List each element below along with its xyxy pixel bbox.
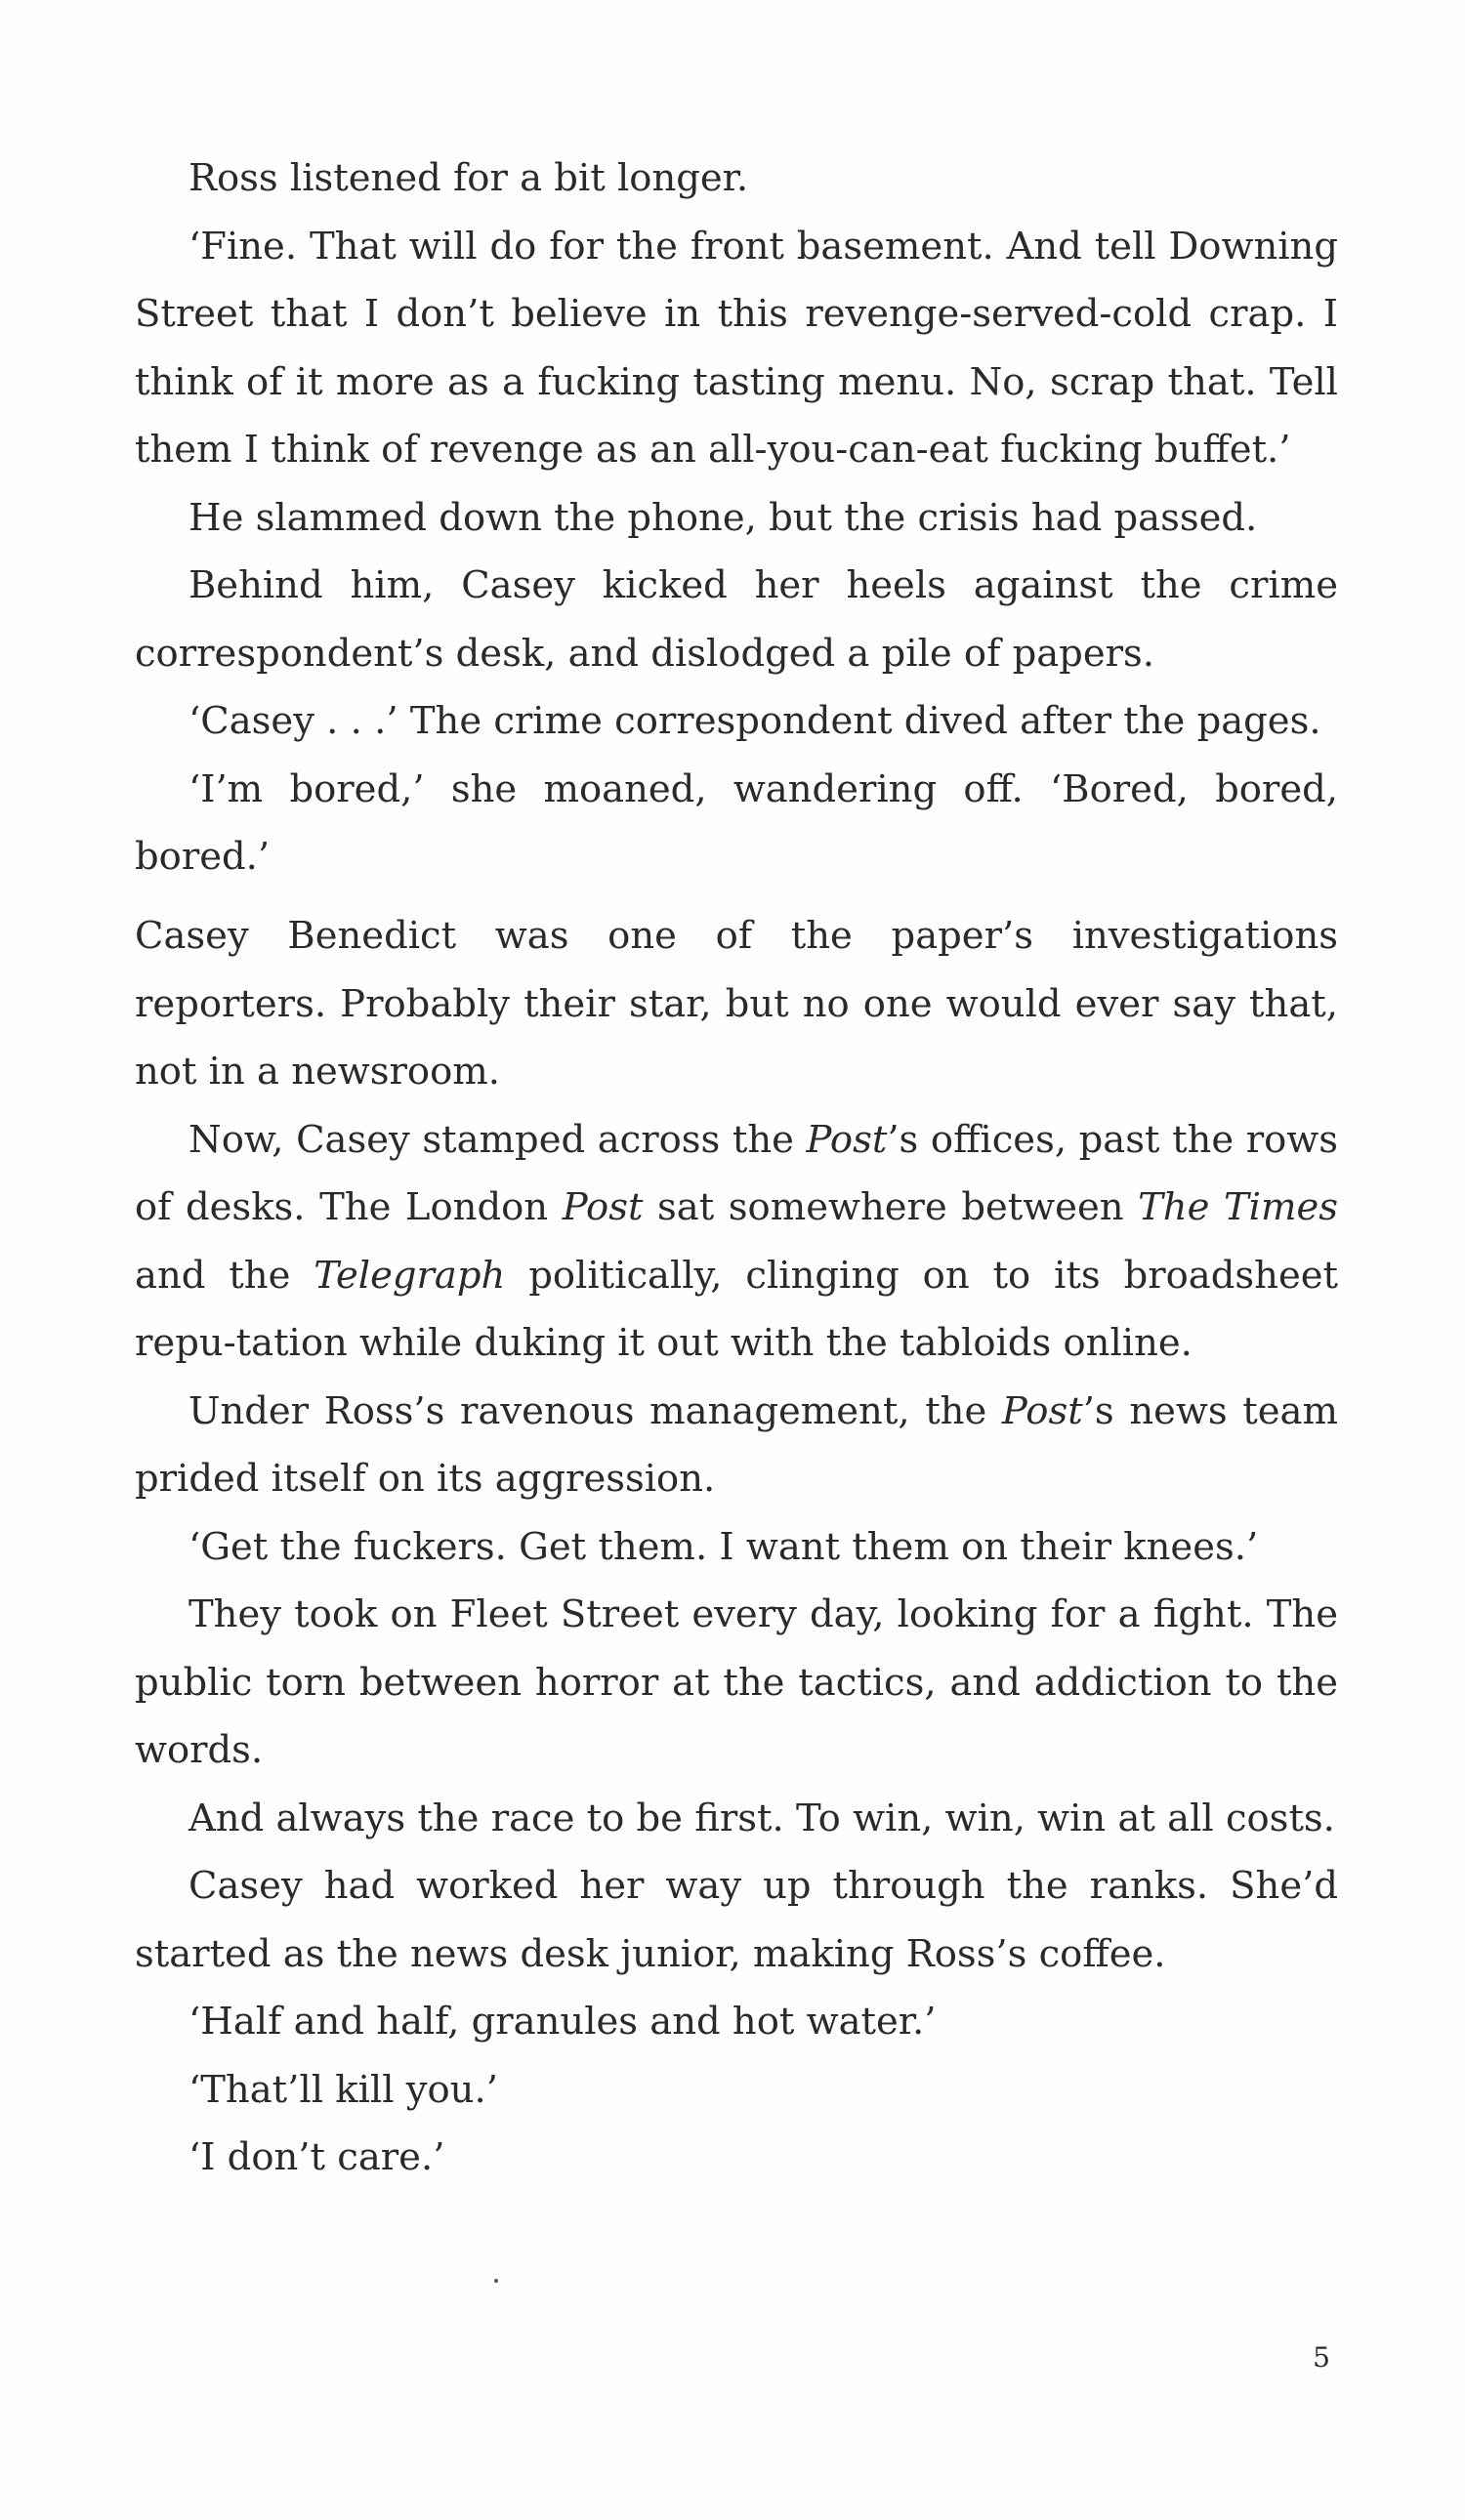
text-section-two	[135, 902, 1338, 2192]
text-run: Under Ross’s ravenous management, the	[188, 1388, 1002, 1433]
paragraph: Behind him, Casey kicked her heels against the crime correspondent’s desk, and dislodged a pile of papers.	[135, 563, 1338, 676]
text-run: politically, clinging on to its broadsheet repu-tation while duking it out with the tabloids online.	[135, 1253, 1339, 1365]
text-run: ’s offices, past the rows of desks. The London	[135, 1117, 1338, 1229]
italic-run: Post	[562, 1185, 644, 1229]
paragraph	[135, 1106, 1338, 1378]
paragraph: ‘Casey . . .’ The crime correspondent dived after the pages.	[188, 699, 1321, 743]
paragraph: ‘That’ll kill you.’	[188, 2067, 498, 2112]
paragraph: Casey had worked her way up through the ranks. She’d started as the news desk junior, making Ross’s coffee.	[135, 1864, 1338, 1976]
paragraph: Casey Benedict was one of the paper’s investigations reporters. Probably their star, but no one would ever say that, not in a newsroom.	[135, 914, 1338, 1094]
text-section-one	[135, 145, 1338, 891]
text-run: and the	[135, 1253, 314, 1298]
page-number: 5	[1313, 2341, 1330, 2374]
paragraph: ‘Get the fuckers. Get them. I want them on their knees.’	[188, 1524, 1259, 1569]
paragraph: He slammed down the phone, but the crisis had passed.	[188, 495, 1258, 540]
paragraph: ‘I don’t care.’	[188, 2135, 445, 2179]
italic-run: Telegraph	[314, 1253, 506, 1298]
italic-run: The Times	[1138, 1185, 1339, 1229]
italic-run: Post	[1001, 1388, 1083, 1433]
text-run: ’s news team prided itself on its aggression.	[135, 1388, 1338, 1501]
paragraph: ‘I’m bored,’ she moaned, wandering off. ‘Bored, bored, bored.’	[135, 766, 1338, 879]
text-run: Now, Casey stamped across the	[188, 1117, 807, 1162]
paragraph	[135, 1378, 1338, 1513]
page-speck	[494, 2279, 498, 2283]
paragraph: ‘Half and half, granules and hot water.’	[188, 2000, 937, 2044]
paragraph: Ross listened for a bit longer.	[188, 156, 749, 200]
paragraph: They took on Fleet Street every day, looking for a fight. The public torn between horror at the tactics, and addiction to the words.	[135, 1592, 1338, 1772]
paragraph: ‘Fine. That will do for the front basement. And tell Downing Street that I don’t believe in this revenge-served-cold crap. I think of it more as a fucking tasting menu. No, scrap that. Tell them I think of revenge as an all-you-can-eat fucking buffet.’	[135, 224, 1338, 472]
italic-run: Post	[806, 1117, 888, 1162]
paragraph: And always the race to be first. To win, win, win at all costs.	[188, 1796, 1335, 1840]
text-run: sat somewhere between	[643, 1185, 1139, 1229]
